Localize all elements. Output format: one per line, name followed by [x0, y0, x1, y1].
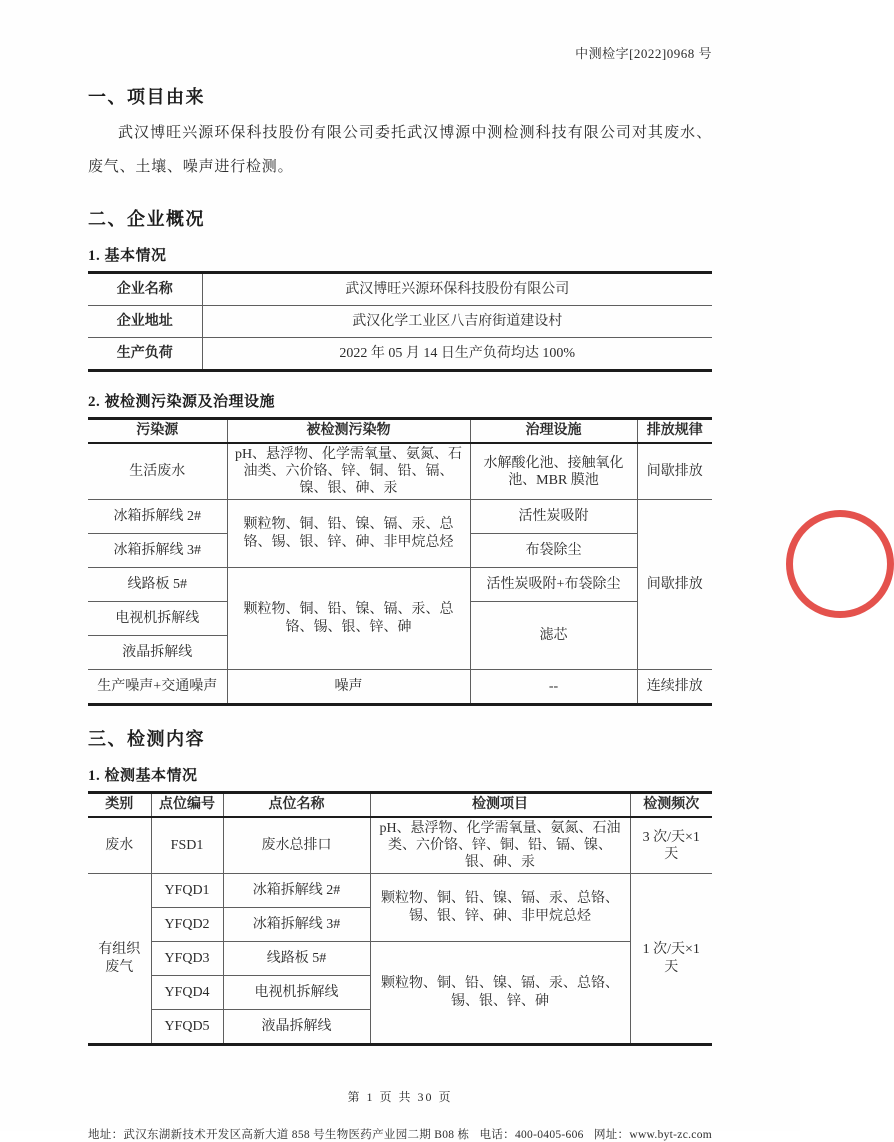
point-name: 冰箱拆解线 3#	[223, 908, 370, 942]
pollution-source: 线路板 5#	[88, 568, 227, 602]
section1-title: 一、项目由来	[88, 87, 205, 107]
table-row	[88, 670, 712, 705]
point-code: YFQD1	[151, 874, 223, 908]
footer-address: 地址：武汉东湖新技术开发区高新大道 858 号生物医药产业园二期 B08 栋	[88, 1129, 470, 1141]
pollution-source: 生产噪声+交通噪声	[88, 670, 227, 705]
basic-row-label: 企业名称	[88, 273, 202, 306]
point-code: YFQD4	[151, 976, 223, 1010]
footer-website: 网址：www.byt-zc.com	[593, 1129, 712, 1141]
section2-sub1-title: 1. 基本情况	[88, 248, 167, 264]
table-row	[88, 568, 712, 602]
section2-title: 二、企业概况	[88, 209, 205, 229]
point-name: 废水总排口	[223, 817, 370, 874]
pollutants: 颗粒物、铜、铅、镍、镉、汞、总铬、锡、银、锌、砷、非甲烷总烃	[227, 500, 470, 568]
pollutants: pH、悬浮物、化学需氧量、氨氮、石油类、六价铬、锌、铜、铅、镉、镍、银、砷、汞	[227, 443, 470, 500]
point-name: 电视机拆解线	[223, 976, 370, 1010]
discharge-pattern: 间歇排放	[637, 500, 712, 670]
section1-paragraph: 武汉博旺兴源环保科技股份有限公司委托武汉博源中测检测科技有限公司对其废水、废气、土壤、噪声进行检测。	[88, 125, 712, 175]
page-number: 第 1 页 共 30 页	[347, 1090, 453, 1104]
table-row	[88, 273, 712, 306]
discharge-pattern: 间歇排放	[637, 443, 712, 500]
table-row	[88, 874, 712, 908]
column-header: 类别	[88, 793, 151, 818]
pollutants: 颗粒物、铜、铅、镍、镉、汞、总铬、锡、银、锌、砷	[227, 568, 470, 670]
column-header: 污染源	[88, 419, 227, 444]
treatment-facility: 活性炭吸附	[470, 500, 637, 534]
treatment-facility: 活性炭吸附+布袋除尘	[470, 568, 637, 602]
footer-contact-line	[88, 1126, 712, 1142]
test-items: 颗粒物、铜、铅、镍、镉、汞、总铬、锡、银、锌、砷、非甲烷总烃	[370, 874, 630, 942]
point-name: 液晶拆解线	[223, 1010, 370, 1045]
table-header-row	[88, 419, 712, 444]
point-code: YFQD3	[151, 942, 223, 976]
monitoring-table	[88, 791, 712, 1046]
column-header: 检测项目	[370, 793, 630, 818]
pollution-source: 液晶拆解线	[88, 636, 227, 670]
table-header-row	[88, 793, 712, 818]
column-header: 被检测污染物	[227, 419, 470, 444]
pollution-source-table	[88, 417, 712, 706]
test-frequency: 3 次/天×1 天	[630, 817, 712, 874]
sample-category: 有组织废气	[88, 874, 151, 1045]
pollutants: 噪声	[227, 670, 470, 705]
test-frequency: 1 次/天×1 天	[630, 874, 712, 1045]
doc-number: 中测检字[2022]0968 号	[575, 46, 712, 61]
pollution-source: 电视机拆解线	[88, 602, 227, 636]
point-name: 线路板 5#	[223, 942, 370, 976]
pollution-source: 生活废水	[88, 443, 227, 500]
basic-row-value: 武汉博旺兴源环保科技股份有限公司	[202, 273, 712, 306]
table-row	[88, 306, 712, 338]
basic-row-label: 企业地址	[88, 306, 202, 338]
basic-row-label: 生产负荷	[88, 338, 202, 371]
table-row	[88, 443, 712, 500]
column-header: 点位名称	[223, 793, 370, 818]
basic-row-value: 武汉化学工业区八吉府街道建设村	[202, 306, 712, 338]
test-items: pH、悬浮物、化学需氧量、氨氮、石油类、六价铬、锌、铜、铅、镉、镍、银、砷、汞	[370, 817, 630, 874]
column-header: 检测频次	[630, 793, 712, 818]
basic-row-value: 2022 年 05 月 14 日生产负荷均达 100%	[202, 338, 712, 371]
sample-category: 废水	[88, 817, 151, 874]
table-row	[88, 942, 712, 976]
treatment-facility: 布袋除尘	[470, 534, 637, 568]
basic-info-table	[88, 271, 712, 372]
table-row	[88, 338, 712, 371]
treatment-facility: 滤芯	[470, 602, 637, 670]
red-seal-arc-partial	[786, 510, 894, 618]
table-row	[88, 817, 712, 874]
column-header: 治理设施	[470, 419, 637, 444]
column-header: 点位编号	[151, 793, 223, 818]
point-code: FSD1	[151, 817, 223, 874]
section3-sub1-title: 1. 检测基本情况	[88, 768, 198, 784]
treatment-facility: --	[470, 670, 637, 705]
section2-sub2-title: 2. 被检测污染源及治理设施	[88, 394, 276, 410]
discharge-pattern: 连续排放	[637, 670, 712, 705]
table-row	[88, 500, 712, 534]
pollution-source: 冰箱拆解线 3#	[88, 534, 227, 568]
point-code: YFQD5	[151, 1010, 223, 1045]
column-header: 排放规律	[637, 419, 712, 444]
point-code: YFQD2	[151, 908, 223, 942]
section3-title: 三、检测内容	[88, 729, 205, 749]
pollution-source: 冰箱拆解线 2#	[88, 500, 227, 534]
point-name: 冰箱拆解线 2#	[223, 874, 370, 908]
test-items: 颗粒物、铜、铅、镍、镉、汞、总铬、锡、银、锌、砷	[370, 942, 630, 1045]
treatment-facility: 水解酸化池、接触氧化池、MBR 膜池	[470, 443, 637, 500]
footer-phone: 电话：400-0405-606	[479, 1129, 584, 1141]
